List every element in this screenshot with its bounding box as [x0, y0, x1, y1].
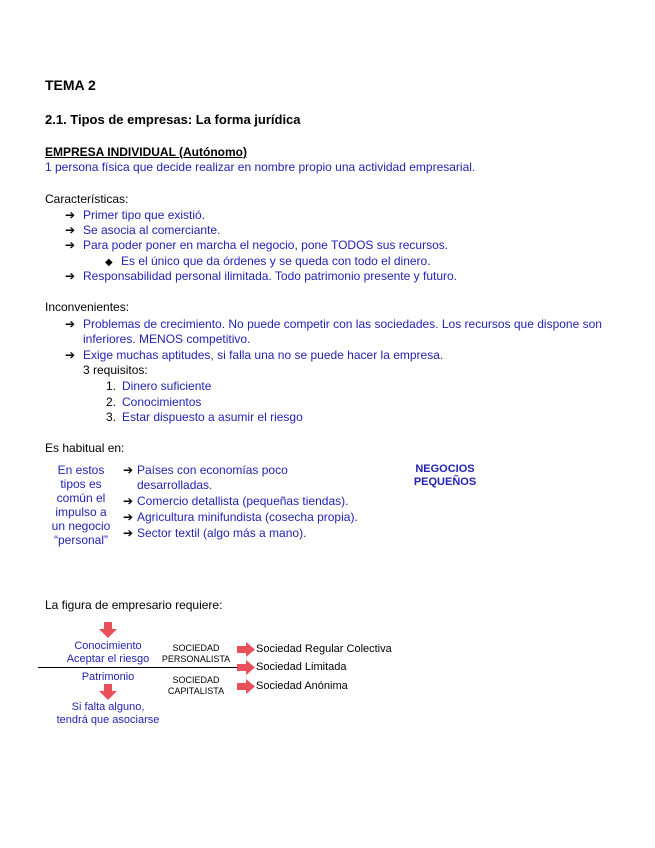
habitual-item-continuation: desarrolladas.	[137, 478, 213, 492]
habitual-label: Es habitual en:	[45, 441, 125, 455]
arrow-right-icon: ➔	[65, 269, 76, 283]
outcome-anonima: Sociedad Anónima	[256, 680, 348, 692]
arrow-right-icon: ➔	[65, 223, 76, 237]
section-heading: 2.1. Tipos de empresas: La forma jurídica	[45, 112, 301, 127]
caracteristica-item: ➔ Se asocia al comerciante.	[65, 223, 221, 237]
habitual-item: ➔ Comercio detallista (pequeñas tiendas).	[123, 494, 349, 508]
arrow-right-icon: ➔	[65, 317, 76, 331]
arrow-right-icon	[237, 679, 255, 694]
requisitos-empresario: Conocimiento Aceptar el riesgo	[66, 640, 150, 665]
caracteristica-item: ➔ Responsabilidad personal ilimitada. Todo patrimonio presente y futuro.	[65, 269, 457, 283]
arrow-down-icon	[98, 684, 118, 700]
page-title: TEMA 2	[45, 77, 96, 93]
arrow-right-icon: ➔	[123, 526, 134, 540]
caracteristica-subitem: ◆ Es el único que da órdenes y se queda con todo el dinero.	[105, 254, 431, 268]
habitual-note: En estos tipos es común el impulso a un negocio “personal”	[51, 463, 111, 547]
habitual-item: ➔ Sector textil (algo más a mano).	[123, 526, 307, 540]
caracteristica-item: ➔ Primer tipo que existió.	[65, 208, 206, 222]
outcome-limitada: Sociedad Limitada	[256, 661, 347, 673]
empresa-individual-definition: 1 persona física que decide realizar en nombre propio una actividad empresarial.	[45, 160, 476, 174]
caracteristica-item: ➔ Para poder poner en marcha el negocio, pone TODOS sus recursos.	[65, 238, 449, 252]
arrow-right-icon: ➔	[65, 348, 76, 362]
arrow-right-icon: ➔	[123, 494, 134, 508]
requisito-item: 1. Dinero suficiente	[105, 379, 212, 393]
negocios-pequenos-label: NEGOCIOS PEQUEÑOS	[413, 463, 477, 488]
inconveniente-item: ➔ Problemas de crecimiento. No puede competir con las sociedades. Los recursos que dispone son	[65, 317, 602, 331]
sociedad-capitalista-label: SOCIEDAD CAPITALISTA	[167, 675, 225, 696]
arrow-right-icon: ➔	[65, 238, 76, 252]
arrow-right-icon: ➔	[123, 463, 134, 477]
arrow-down-icon	[98, 622, 118, 638]
requisitos-label: 3 requisitos:	[83, 363, 148, 377]
divider-line	[38, 667, 241, 668]
caracteristicas-label: Características:	[45, 192, 129, 206]
inconveniente-item: ➔ Exige muchas aptitudes, si falla una no se puede hacer la empresa.	[65, 348, 444, 362]
arrow-right-icon: ➔	[123, 510, 134, 524]
patrimonio-label: Patrimonio	[81, 671, 135, 683]
figura-label: La figura de empresario requiere:	[45, 598, 223, 612]
requisito-item: 2. Conocimientos	[105, 395, 202, 409]
arrow-right-icon	[237, 642, 255, 657]
habitual-item: ➔ Países con economías poco	[123, 463, 288, 477]
outcome-regular-colectiva: Sociedad Regular Colectiva	[256, 643, 392, 655]
sociedad-personalista-label: SOCIEDAD PERSONALISTA	[161, 643, 231, 664]
asociarse-note: Si falta alguno, tendrá que asociarse	[56, 701, 160, 726]
requisito-item: 3. Estar dispuesto a asumir el riesgo	[105, 410, 303, 424]
inconvenientes-label: Inconvenientes:	[45, 300, 130, 314]
arrow-right-icon	[237, 660, 255, 675]
inconveniente-item-continuation: inferiores. MENOS competitivo.	[83, 332, 251, 346]
empresa-individual-heading: EMPRESA INDIVIDUAL (Autónomo)	[45, 145, 247, 159]
diamond-bullet-icon: ◆	[105, 257, 113, 268]
arrow-right-icon: ➔	[65, 208, 76, 222]
habitual-item: ➔ Agricultura minifundista (cosecha propia).	[123, 510, 358, 524]
